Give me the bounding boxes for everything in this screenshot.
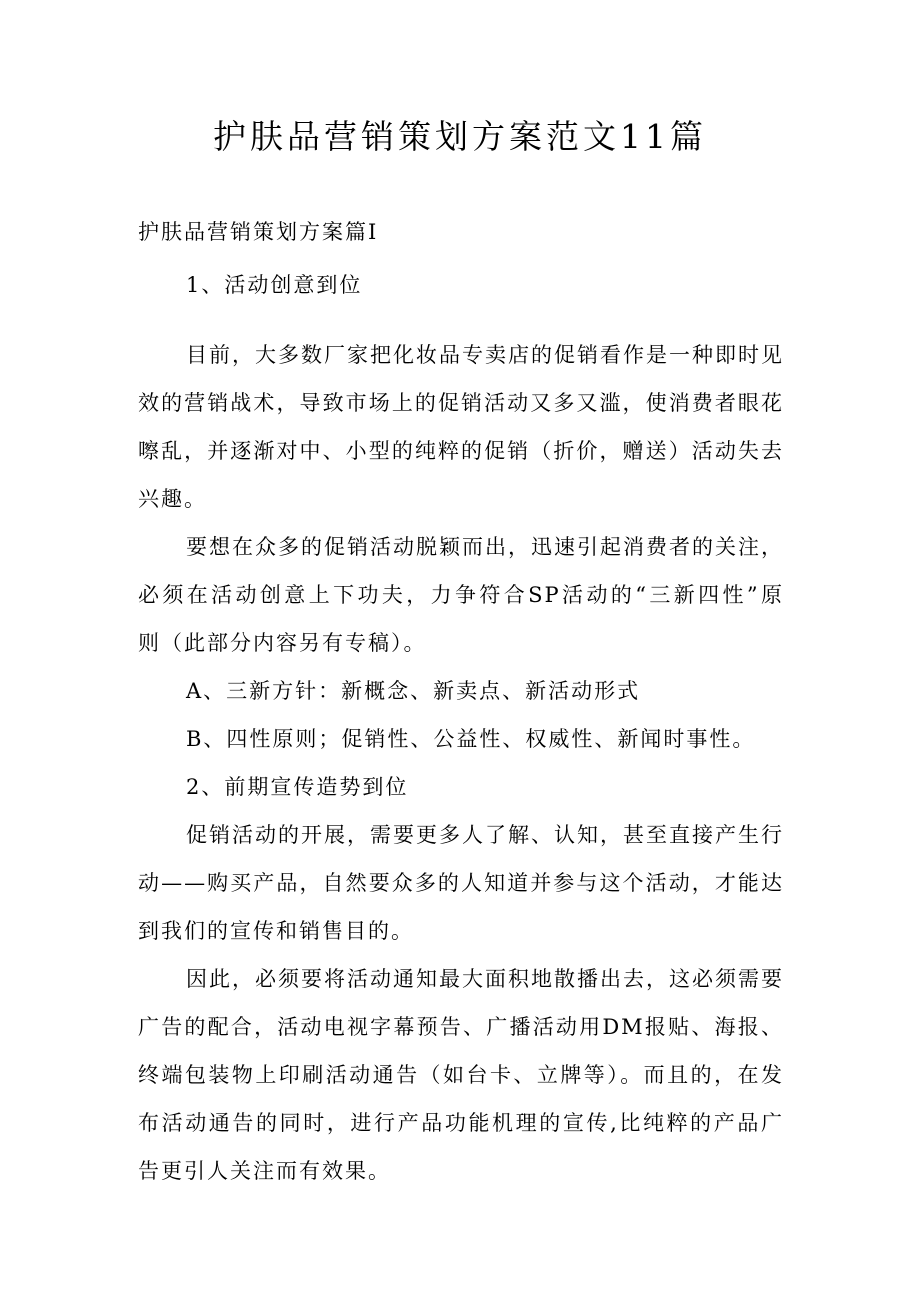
subheading-activity-creativity: 1、活动创意到位 (186, 273, 363, 297)
paragraph-line: 则（此部分内容另有专稿）。 (138, 631, 427, 655)
paragraph-line: 效的营销战术，导致市场上的促销活动又多又滥，使消费者眼花 (138, 391, 784, 415)
paragraph-line: 终端包装物上印刷活动通告（如台卡、立牌等）。而且的，在发 (138, 1063, 784, 1087)
paragraph-line: 兴趣。 (138, 487, 207, 511)
list-item-three-new: A、三新方针：新概念、新卖点、新活动形式 (186, 679, 641, 703)
paragraph-line: 动——购买产品，自然要众多的人知道并参与这个活动，才能达 (138, 871, 784, 895)
paragraph-line: 因此，必须要将活动通知最大面积地散播出去，这必须需要 (186, 967, 784, 991)
paragraph-line: 目前，大多数厂家把化妆品专卖店的促销看作是一种即时见 (186, 343, 784, 367)
paragraph-line: 到我们的宣传和销售目的。 (138, 919, 414, 943)
paragraph-line: 广告的配合，活动电视字幕预告、广播活动用DM报贴、海报、 (138, 1015, 784, 1039)
paragraph-line: 嚓乱，并逐渐对中、小型的纯粹的促销（折价，赠送）活动失去 (138, 439, 784, 463)
paragraph-line: 布活动通告的同时，进行产品功能机理的宣传,比纯粹的产品广 (138, 1111, 784, 1135)
paragraph-line: 促销活动的开展，需要更多人了解、认知，甚至直接产生行 (186, 823, 784, 847)
document-title: 护肤品营销策划方案范文11篇 (213, 117, 707, 156)
paragraph-line: 告更引人关注而有效果。 (138, 1159, 391, 1183)
paragraph-line: 必须在活动创意上下功夫，力争符合SP活动的“三新四性”原 (138, 583, 784, 607)
subheading-promotion: 2、前期宣传造势到位 (186, 775, 409, 799)
paragraph-line: 要想在众多的促销活动脱颖而出，迅速引起消费者的关注， (186, 535, 784, 559)
section-heading: 护肤品营销策划方案篇I (138, 220, 379, 244)
list-item-four-principles: B、四性原则；促销性、公益性、权威性、新闻时事性。 (186, 727, 756, 751)
